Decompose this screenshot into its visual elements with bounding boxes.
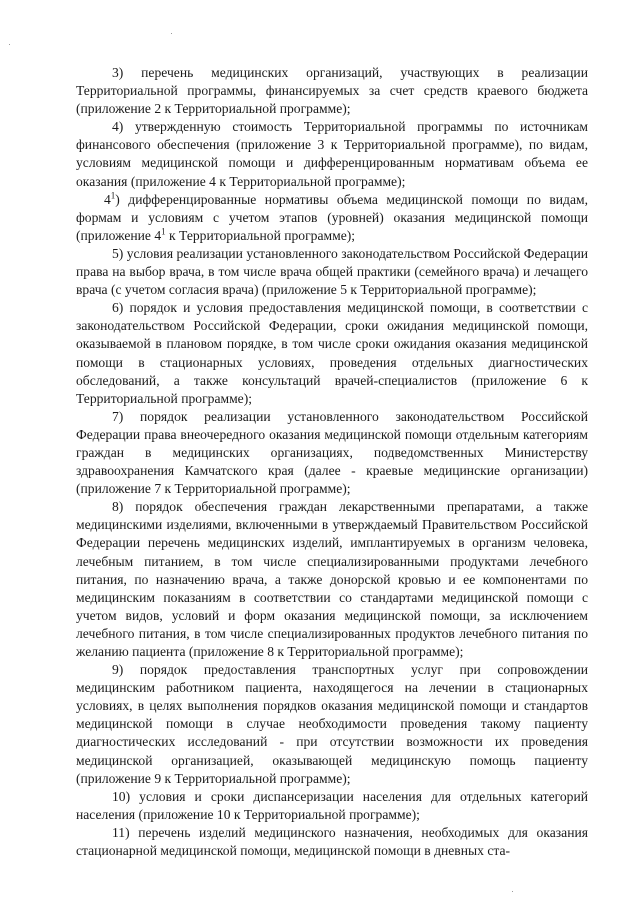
- paragraph-text-end: к Территориальной программе);: [165, 227, 356, 243]
- scan-speck: [9, 44, 10, 45]
- paragraph-item-4-1: [76, 191, 588, 245]
- paragraph-text: ) дифференцированные нормативы объема медицинской помощи по видам, формам и условиям с учетом этапов (уровней) оказания медицинской помощи (приложение 4: [76, 191, 588, 243]
- paragraph-item-3: 3) перечень медицинских организаций, участвующих в реализации Территориальной программы, финансируемых за счет средств краевого бюджета (приложение 2 к Территориальной программе);: [76, 65, 588, 117]
- appendix-superscript: 1: [161, 226, 166, 237]
- paragraph-item-4: 4) утвержденную стоимость Территориальной программы по источникам финансового обеспечения (приложение 3 к Территориальной программе), по видам, условиям медицинской помощи и дифференцированным нормативам объема ее оказания (приложение 4 к Территориальной программе);: [76, 119, 588, 189]
- paragraph-item-5: 5) условия реализации установленного законодательством Российской Федерации права на выбор врача, в том числе врача общей практики (семейного врача) и лечащего врача (с учетом согласия врача) (приложение 5 к Территориальной программе);: [76, 245, 588, 298]
- paragraph-item-11: 11) перечень изделий медицинского назначения, необходимых для оказания стационарной медицинской помощи, медицинской помощи в дневных ста-: [76, 824, 588, 859]
- scan-speck: [171, 33, 172, 34]
- paragraph-item-7: 7) порядок реализации установленного законодательством Российской Федерации права внеочередного оказания медицинской помощи отдельным категориям граждан в медицинских организациях, подведомственных Министерству здравоохранения Камчатского края (далее - краевые медицинские организации) (приложение 7 к Территориальной программе);: [76, 408, 588, 497]
- paragraph-item-9: 9) порядок предоставления транспортных услуг при сопровождении медицинским работником пациента, находящегося на лечении в стационарных условиях, в целях выполнения порядков оказания медицинской помощи и стандартов медицинской помощи в случае необходимости проведения такому пациенту диагностических исследований - при отсутствии возможности их проведения медицинской организацией, оказывающей медицинскую помощь пациенту (приложение 9 к Территориальной программе);: [76, 662, 588, 786]
- paragraph-item-8: 8) порядок обеспечения граждан лекарственными препаратами, а также медицинскими изделиями, включенными в утверждаемый Правительством Российской Федерации перечень медицинских изделий, имплантируемых в организм человека, лечебным питанием, в том числе специализированными продуктами лечебного питания, по назначению врача, а также донорской кровью и ее компонентами по медицинским показаниям в соответствии со стандартами медицинской помощи с учетом видов, условий и форм оказания медицинской помощи, за исключением лечебного питания, в том числе специализированных продуктов лечебного питания по желанию пациента (приложение 8 к Территориальной программе);: [76, 499, 588, 659]
- paragraph-item-10: 10) условия и сроки диспансеризации населения для отдельных категорий населения (приложение 10 к Территориальной программе);: [76, 788, 588, 822]
- document-body: [76, 64, 588, 860]
- item-number-superscript: 1: [110, 190, 116, 201]
- scan-speck: [512, 891, 513, 892]
- paragraph-item-6: 6) порядок и условия предоставления медицинской помощи, в соответствии с законодательством Российской Федерации, сроки ожидания медицинской помощи, оказываемой в плановом порядке, в том числе сроки ожидания оказания медицинской помощи в стационарных условиях, проведения отдельных диагностических обследований, а также консультаций врачей-специалистов (приложение 6 к Территориальной программе);: [76, 300, 588, 406]
- item-number: 4: [104, 191, 111, 207]
